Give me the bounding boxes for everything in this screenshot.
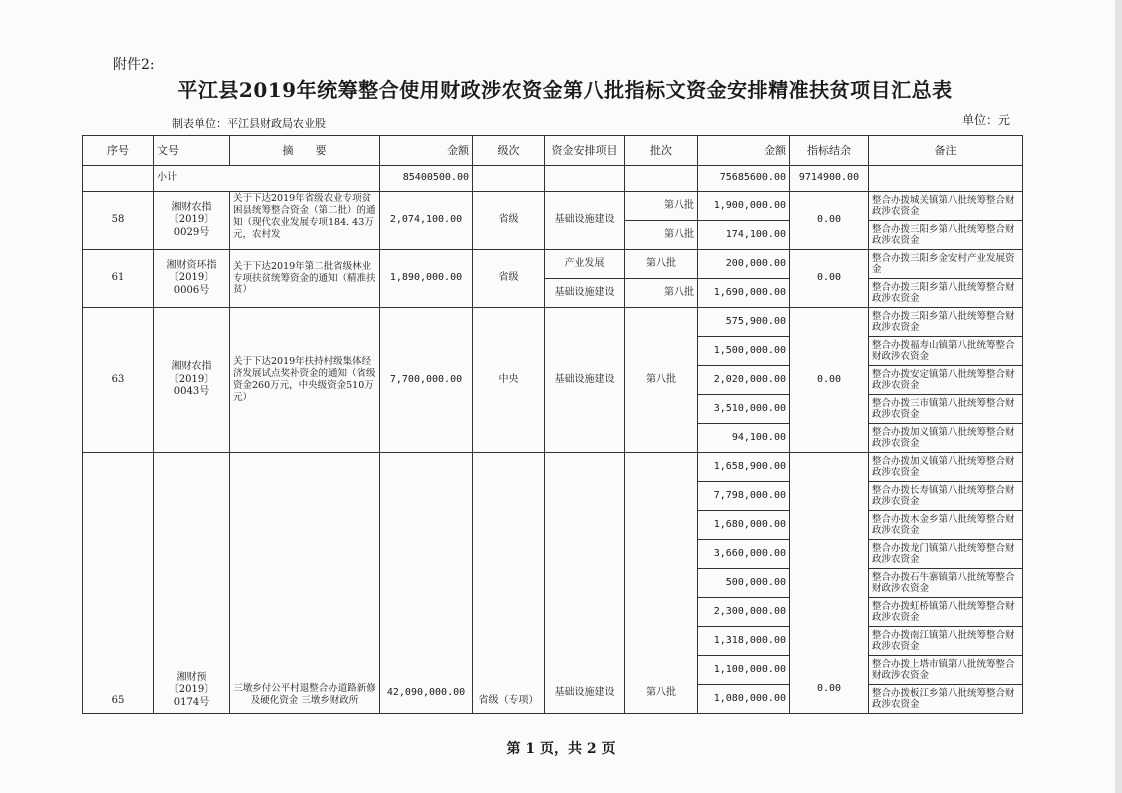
row-remark: 整合办拨长寿镇第八批统筹整合财政涉农资金 [869,482,1023,511]
row-seq: 65 [83,453,154,714]
row-balance: 0.00 [790,192,869,250]
row-balance: 0.00 [790,453,869,714]
row-remark: 整合办拨石牛寨镇第八批统筹整合财政涉农资金 [869,569,1023,598]
row-sub-amount: 2,020,000.00 [698,366,790,395]
row-sub-amount: 200,000.00 [698,250,790,279]
row-doc: 湘财农指〔2019〕0043号 [154,308,230,453]
row-remark: 整合办拨城关镇第八批统筹整合财政涉农资金 [869,192,1023,221]
row-sub-amount: 1,080,000.00 [698,685,790,714]
row-sub-amount: 174,100.00 [698,221,790,250]
row-level: 中央 [473,308,545,453]
row-remark: 整合办拨龙门镇第八批统筹整合财政涉农资金 [869,540,1023,569]
table-row [83,308,1023,337]
row-project: 基础设施建设 [545,308,625,453]
page-footer: 第 1 页，共 2 页 [506,741,616,757]
maker-unit-label: 制表单位：平江县财政局农业股 [172,117,326,130]
row-batch: 第八批 [625,279,698,308]
row-level: 省级 [473,250,545,308]
row-balance: 0.00 [790,250,869,308]
header-amount2: 金额 [698,136,790,166]
row-sub-amount: 575,900.00 [698,308,790,337]
row-balance: 0.00 [790,308,869,453]
row-sub-amount: 1,658,900.00 [698,453,790,482]
row-sub-amount: 1,680,000.00 [698,511,790,540]
header-batch: 批次 [625,136,698,166]
currency-unit-label: 单位：元 [962,113,1011,127]
subtotal-label: 小计 [154,166,380,192]
summary-table [82,135,1023,714]
header-row [83,136,1023,166]
row-sub-amount: 1,500,000.00 [698,337,790,366]
row-remark: 整合办拨福寿山镇第八批统筹整合财政涉农资金 [869,337,1023,366]
document-title: 平江县2019年统筹整合使用财政涉农资金第八批指标文资金安排精准扶贫项目汇总表 [177,78,953,102]
header-project: 资金安排项目 [545,136,625,166]
row-amount: 42,090,000.00 [380,453,473,714]
row-remark: 整合办拨加义镇第八批统筹整合财政涉农资金 [869,453,1023,482]
row-batch: 第八批 [625,453,698,714]
header-amount: 金额 [380,136,473,166]
subtotal-row [83,166,1023,192]
row-seq: 58 [83,192,154,250]
row-level: 省级（专项） [473,453,545,714]
header-balance: 指标结余 [790,136,869,166]
row-batch: 第八批 [625,192,698,221]
row-project: 基础设施建设 [545,279,625,308]
row-sub-amount: 94,100.00 [698,424,790,453]
row-sub-amount: 3,660,000.00 [698,540,790,569]
row-doc: 湘财资环指〔2019〕0006号 [154,250,230,308]
table-row [83,192,1023,221]
page-edge-shadow [1115,0,1122,793]
row-remark: 整合办拨三阳乡第八批统筹整合财政涉农资金 [869,221,1023,250]
row-doc: 湘财预〔2019〕0174号 [154,453,230,714]
header-doc: 文号 [154,136,230,166]
row-sub-amount: 1,900,000.00 [698,192,790,221]
attachment-label: 附件2: [113,57,155,73]
row-doc: 湘财农指〔2019〕0029号 [154,192,230,250]
row-amount: 1,890,000.00 [380,250,473,308]
header-level: 级次 [473,136,545,166]
row-sub-amount: 2,300,000.00 [698,598,790,627]
row-remark: 整合办拨加义镇第八批统筹整合财政涉农资金 [869,424,1023,453]
row-remark: 整合办拨三阳乡金安村产业发展资金 [869,250,1023,279]
row-summary: 三墩乡付公平村退整合办道路新修及硬化资金 三墩乡财政所 [230,453,380,714]
row-sub-amount: 500,000.00 [698,569,790,598]
subtotal-balance: 9714900.00 [790,166,869,192]
row-remark: 整合办拨安定镇第八批统筹整合财政涉农资金 [869,366,1023,395]
row-summary: 关于下达2019年省级农业专项贫困县统筹整合资金（第二批）的通知（现代农业发展专项184. 43万元，农村发 [230,192,380,250]
row-summary: 关于下达2019年扶持村级集体经济发展试点奖补资金的通知（省级资金260万元，中央级资金510万元） [230,308,380,453]
row-remark: 整合办拨上塔市镇第八批统筹整合财政涉农资金 [869,656,1023,685]
row-seq: 63 [83,308,154,453]
row-remark: 整合办拨板江乡第八批统筹整合财政涉农资金 [869,685,1023,714]
row-project: 基础设施建设 [545,453,625,714]
row-remark: 整合办拨三阳乡第八批统筹整合财政涉农资金 [869,308,1023,337]
row-remark: 整合办拨虹桥镇第八批统筹整合财政涉农资金 [869,598,1023,627]
row-remark: 整合办拨三市镇第八批统筹整合财政涉农资金 [869,395,1023,424]
table-row [83,453,1023,482]
row-batch: 第八批 [625,250,698,279]
table-row [83,250,1023,279]
row-summary: 关于下达2019年第二批省级林业专项扶贫统筹资金的通知（精准扶贫） [230,250,380,308]
row-amount: 2,074,100.00 [380,192,473,250]
row-remark: 整合办拨木金乡第八批统筹整合财政涉农资金 [869,511,1023,540]
row-level: 省级 [473,192,545,250]
row-remark: 整合办拨三阳乡第八批统筹整合财政涉农资金 [869,279,1023,308]
row-amount: 7,700,000.00 [380,308,473,453]
row-batch: 第八批 [625,308,698,453]
row-remark: 整合办拨南江镇第八批统筹整合财政涉农资金 [869,627,1023,656]
subtotal-amount2: 75685600.00 [698,166,790,192]
header-summary: 摘 要 [230,136,380,166]
row-sub-amount: 1,100,000.00 [698,656,790,685]
row-seq: 61 [83,250,154,308]
subtotal-amount: 85400500.00 [380,166,473,192]
header-remark: 备注 [869,136,1023,166]
row-sub-amount: 7,798,000.00 [698,482,790,511]
row-batch: 第八批 [625,221,698,250]
row-sub-amount: 1,690,000.00 [698,279,790,308]
row-sub-amount: 1,318,000.00 [698,627,790,656]
row-project: 基础设施建设 [545,192,625,250]
row-sub-amount: 3,510,000.00 [698,395,790,424]
row-project: 产业发展 [545,250,625,279]
header-seq: 序号 [83,136,154,166]
